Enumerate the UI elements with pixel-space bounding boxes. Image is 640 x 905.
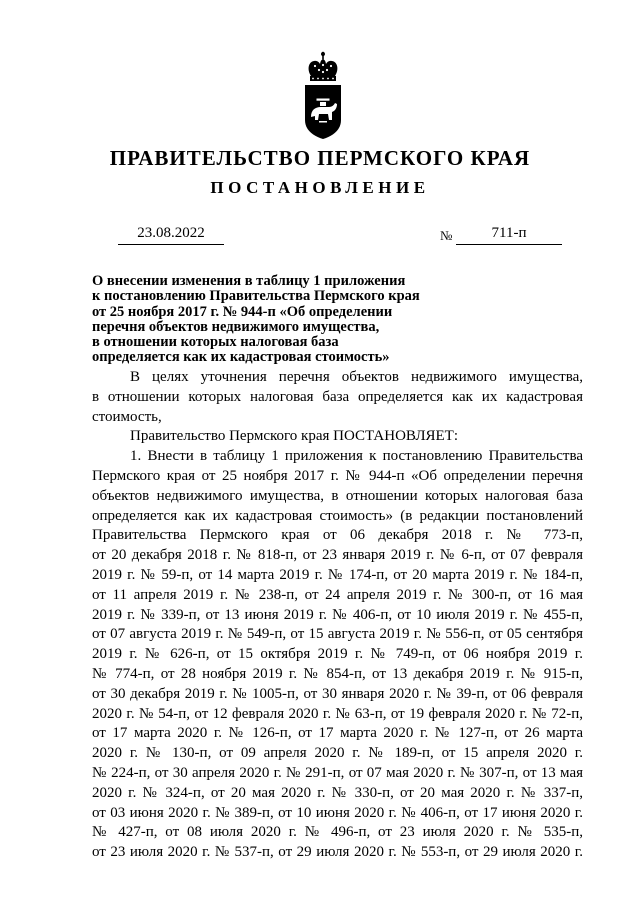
body-line: в отношении которых налоговая база определяется как их кадастровая <box>92 388 583 405</box>
body-line: Пермского края от 25 ноября 2017 г. № 944-п «Об определении перечня <box>92 467 583 484</box>
document-type: ПОСТАНОВЛЕНИЕ <box>210 178 430 197</box>
body-line: 2019 г. № 339-п, от 13 июня 2019 г. № 406-п, от 10 июля 2019 г. № 455-п, <box>92 606 583 623</box>
body-line: от 17 марта 2020 г. № 126-п, от 17 марта 2020 г. № 127-п, от 26 марта <box>92 725 583 742</box>
body-line: 2019 г. № 59-п, от 14 марта 2019 г. № 174-п, от 20 марта 2019 г. № 184-п, <box>92 566 583 583</box>
body-line: стоимость, <box>92 408 162 425</box>
body-line: 2020 г. № 54-п, от 12 февраля 2020 г. № 63-п, от 19 февраля 2020 г. № 72-п, <box>92 705 583 722</box>
title-line: в отношении которых налоговая база <box>92 334 339 351</box>
body-line: № 774-п, от 28 ноября 2019 г. № 854-п, от 13 декабря 2019 г. № 915-п, <box>92 665 583 682</box>
body-line: Правительства Пермского края от 06 декабря 2018 г. № 773-п, <box>92 527 583 544</box>
body-line: от 11 апреля 2019 г. № 238-п, от 24 апреля 2019 г. № 300-п, от 16 мая <box>92 586 583 603</box>
body-line: объектов недвижимого имущества, в отношении которых налоговая база <box>92 487 583 504</box>
title-line: определяется как их кадастровая стоимость» <box>92 349 390 366</box>
body-line: 2020 г. № 130-п, от 09 апреля 2020 г. № 189-п, от 15 апреля 2020 г. <box>92 745 583 762</box>
body-line: № 224-п, от 30 апреля 2020 г. № 291-п, от 07 мая 2020 г. № 307-п, от 13 мая <box>92 764 583 781</box>
document-title <box>92 274 472 366</box>
body-line: 2020 г. № 324-п, от 20 мая 2020 г. № 330-п, от 20 мая 2020 г. № 337-п, <box>92 784 583 801</box>
organization-name: ПРАВИТЕЛЬСТВО ПЕРМСКОГО КРАЯ <box>109 146 531 170</box>
title-line: перечня объектов недвижимого имущества, <box>92 318 380 335</box>
body-line: от 07 августа 2019 г. № 549-п, от 15 августа 2019 г. № 556-п, от 05 сентября <box>92 626 583 643</box>
body-line: В целях уточнения перечня объектов недвижимого имущества, <box>130 369 583 385</box>
body-line: Правительство Пермского края ПОСТАНОВЛЯЕТ: <box>130 428 459 445</box>
body-line: определяется как их кадастровая стоимость» (в редакции постановлений <box>92 507 583 524</box>
perm-krai-coat-of-arms-icon <box>298 50 348 140</box>
title-line: к постановлению Правительства Пермского края <box>92 288 420 305</box>
document-body <box>92 368 583 863</box>
number-label: № <box>440 228 453 243</box>
title-line: от 25 ноября 2017 г. № 944-п «Об определении <box>92 303 393 320</box>
body-line: 2019 г. № 626-п, от 15 октября 2019 г. № 749-п, от 06 ноября 2019 г. <box>92 646 583 663</box>
body-line: от 20 декабря 2018 г. № 818-п, от 23 января 2019 г. № 6-п, от 07 февраля <box>92 547 583 564</box>
body-line: от 30 декабря 2019 г. № 1005-п, от 30 января 2020 г. № 39-п, от 06 февраля <box>92 685 583 702</box>
body-line: № 427-п, от 08 июля 2020 г. № 496-п, от 23 июля 2020 г. № 535-п, <box>92 824 583 841</box>
document-number: 711-п <box>456 225 562 245</box>
document-date: 23.08.2022 <box>118 225 224 245</box>
title-line: О внесении изменения в таблицу 1 приложения <box>92 273 406 289</box>
body-line: от 03 июня 2020 г. № 389-п, от 10 июня 2020 г. № 406-п, от 17 июня 2020 г. <box>92 804 583 821</box>
body-line: от 23 июля 2020 г. № 537-п, от 29 июля 2020 г. № 553-п, от 29 июля 2020 г. <box>92 844 583 861</box>
body-line: 1. Внести в таблицу 1 приложения к постановлению Правительства <box>130 448 583 465</box>
